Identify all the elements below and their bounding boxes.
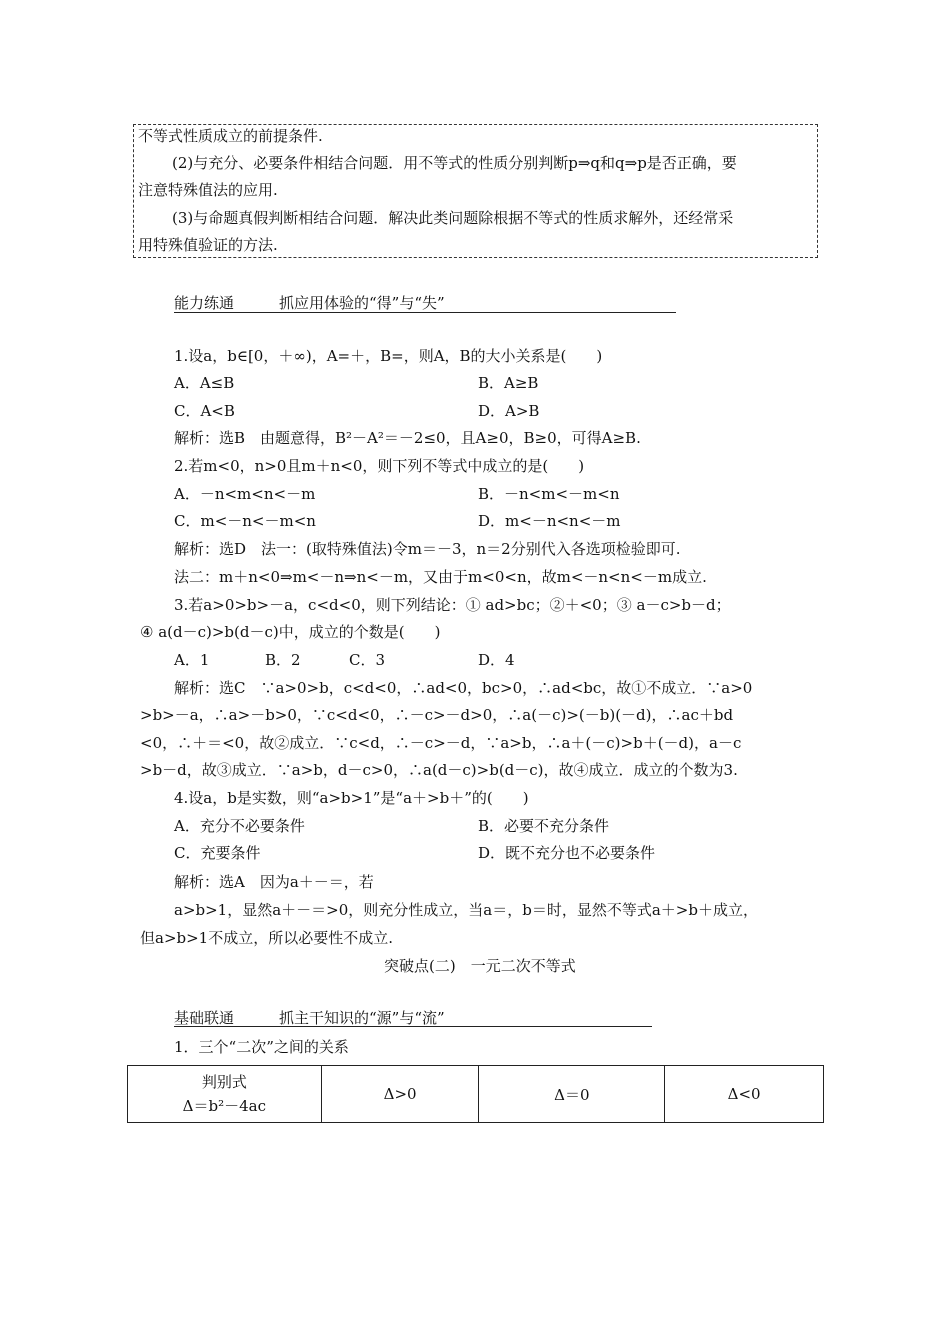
q4-solution-1: 解析：选A 因为a＋－＝，若 [174,873,374,891]
table-cell-delta-positive: Δ>0 [321,1066,479,1123]
section-title-breakthrough-2: 突破点(二) 一元二次不等式 [384,957,576,975]
q2-solution-2: 法二：m＋n<0⇒m<－n⇒n<－m，又由于m<0<n，故m<－n<n<－m成立. [174,568,707,586]
q4-option-c: C．充要条件 [174,844,261,862]
q3-stem-1: 3.若a>0>b>－a，c<d<0，则下列结论：① ad>bc；②＋<0；③ a－c>b－d； [174,596,731,614]
box-line-4: (3)与命题真假判断相结合问题．解决此类问题除根据不等式的性质求解外，还经常采 [172,209,734,227]
section-heading-basics: 基础联通 抓主干知识的“源”与“流” [174,1009,445,1027]
table-row [128,1066,824,1123]
q1-option-b: B．A≥B [478,374,539,392]
q2-option-a: A．－n<m<n<－m [174,485,316,503]
box-line-5: 用特殊值验证的方法. [138,236,278,254]
item-1-heading: 1．三个“二次”之间的关系 [174,1038,349,1056]
q1-stem: 1.设a，b∈[0，＋∞)，A=＋，B=，则A，B的大小关系是( ) [174,347,603,365]
q2-option-d: D．m<－n<n<－m [478,512,621,530]
box-line-2: (2)与充分、必要条件相结合问题．用不等式的性质分别判断p⇒q和q⇒p是否正确，要 [172,154,737,172]
discriminant-table [127,1065,824,1123]
q3-option-a: A．1 [174,651,210,669]
heading-underline-2 [174,1026,652,1027]
q4-option-a: A．充分不必要条件 [174,817,305,835]
box-line-3: 注意特殊值法的应用. [138,181,278,199]
header-label: 判别式 [201,1073,247,1091]
q1-option-d: D．A>B [478,402,540,420]
q2-stem: 2.若m<0，n>0且m＋n<0，则下列不等式中成立的是( ) [174,457,585,475]
q1-option-a: A．A≤B [174,374,235,392]
box-line-1: 不等式性质成立的前提条件. [138,127,323,145]
q3-option-b: B．2 [265,651,301,669]
heading-underline [174,312,676,313]
header-formula: Δ＝b²－4ac [182,1097,267,1115]
q3-stem-2: ④ a(d－c)>b(d－c)中，成立的个数是( ) [140,623,441,641]
q4-solution-2: a>b>1，显然a＋－＝>0，则充分性成立，当a＝，b＝时，显然不等式a＋>b＋成立， [174,901,758,919]
q3-solution-4: >b－d，故③成立．∵a>b，d－c>0，∴a(d－c)>b(d－c)，故④成立．成立的个数为3. [140,761,738,779]
q2-option-b: B．－n<m<－m<n [478,485,620,503]
q1-option-c: C．A<B [174,402,235,420]
q3-solution-2: >b>－a，∴a>－b>0，∵c<d<0，∴－c>－d>0，∴a(－c)>(－b)(－d)，∴ac＋bd [140,706,734,724]
q4-stem: 4.设a，b是实数，则“a>b>1”是“a＋>b＋”的( ) [174,789,529,807]
q3-option-d: D．4 [478,651,515,669]
table-cell-delta-negative: Δ<0 [665,1066,824,1123]
q1-solution: 解析：选B 由题意得，B²－A²＝－2≤0，且A≥0，B≥0，可得A≥B. [174,429,641,447]
q3-solution-1: 解析：选C ∵a>0>b，c<d<0，∴ad<0，bc>0，∴ad<bc，故①不成立．∵a>0 [174,679,753,697]
q3-solution-3: <0，∴＋＝<0，故②成立．∵c<d，∴－c>－d，∵a>b，∴a＋(－c)>b＋(－d)，a－c [140,734,742,752]
q4-option-d: D．既不充分也不必要条件 [478,844,656,862]
q4-option-b: B．必要不充分条件 [478,817,610,835]
table-cell-delta-zero: Δ＝0 [479,1066,665,1123]
q3-option-c: C．3 [349,651,386,669]
section-heading-practice: 能力练通 抓应用体验的“得”与“失” [174,294,445,312]
q4-solution-3: 但a>b>1不成立，所以必要性不成立. [140,929,393,947]
q2-solution-1: 解析：选D 法一：(取特殊值法)令m＝－3，n＝2分别代入各选项检验即可. [174,540,681,558]
table-header-cell [128,1066,322,1123]
q2-option-c: C．m<－n<－m<n [174,512,316,530]
